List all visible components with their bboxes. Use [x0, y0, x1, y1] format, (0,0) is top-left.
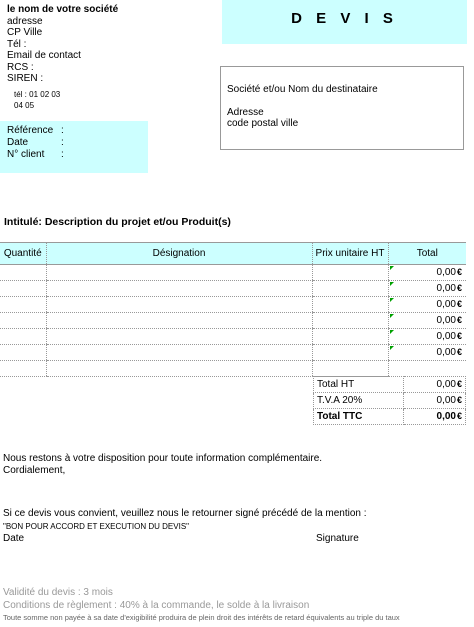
- project-title: Intitulé: Description du projet et/ou Produit(s): [4, 216, 231, 228]
- header-quantity: Quantité: [0, 243, 46, 265]
- total-cell: [388, 265, 466, 281]
- date-label: Date: [7, 137, 29, 148]
- header-designation: Désignation: [46, 243, 312, 265]
- total-value: 0,00: [436, 331, 456, 342]
- quantity-cell[interactable]: [0, 281, 46, 297]
- reference-row: [7, 125, 64, 137]
- unit-price-cell[interactable]: [312, 297, 388, 313]
- tva-label: T.V.A 20%: [314, 393, 404, 409]
- company-city: CP Ville: [7, 27, 43, 38]
- total-ht-row: [314, 377, 466, 393]
- company-address: adresse: [7, 15, 43, 27]
- recipient-address: Adresse: [227, 107, 264, 118]
- reference-sep: :: [61, 125, 64, 136]
- total-value: 0,00: [436, 267, 456, 278]
- document-title: D E V I S: [222, 0, 467, 44]
- total-ttc-label: Total TTC: [314, 409, 404, 425]
- date-row: [7, 137, 64, 149]
- tva-amount: 0,00: [436, 395, 456, 406]
- total-ttc-amount: 0,00: [436, 411, 456, 422]
- unit-price-cell[interactable]: [312, 313, 388, 329]
- unit-price-cell[interactable]: [312, 329, 388, 345]
- company-siren: SIREN :: [7, 73, 44, 84]
- currency-symbol: €: [456, 267, 462, 277]
- tva-row: [314, 393, 466, 409]
- signature-label: Signature: [316, 533, 359, 544]
- quantity-cell[interactable]: [0, 313, 46, 329]
- total-cell: [388, 345, 466, 361]
- total-value: 0,00: [436, 283, 456, 294]
- currency-symbol: €: [456, 315, 462, 325]
- closing-line-2: Cordialement,: [3, 465, 66, 476]
- telephone-line-2: 04 05: [14, 101, 35, 110]
- client-number-sep: :: [61, 149, 64, 160]
- total-ttc-row: [314, 409, 466, 425]
- total-value: 0,00: [436, 315, 456, 326]
- currency-symbol: €: [456, 331, 462, 341]
- recipient-box: [220, 66, 464, 150]
- reference-box: [0, 121, 148, 173]
- total-cell: [388, 329, 466, 345]
- acceptance-intro: Si ce devis vous convient, veuillez nous le retourner signé précédé de la mention :: [3, 508, 367, 519]
- table-row: [0, 313, 466, 329]
- quantity-cell[interactable]: [0, 361, 46, 377]
- tva-value: [404, 393, 466, 409]
- currency-symbol: €: [456, 299, 462, 309]
- currency-symbol: €: [456, 411, 462, 421]
- header-total: Total: [388, 243, 466, 265]
- header-unit-price: Prix unitaire HT: [312, 243, 388, 265]
- items-table: [0, 242, 466, 377]
- designation-cell[interactable]: [46, 329, 312, 345]
- unit-price-cell[interactable]: [312, 361, 388, 377]
- date-sep: :: [61, 137, 64, 148]
- table-row: [0, 361, 466, 377]
- currency-symbol: €: [456, 283, 462, 293]
- acceptance-mention: "BON POUR ACCORD ET EXECUTION DU DEVIS": [3, 522, 190, 531]
- quantity-cell[interactable]: [0, 345, 46, 361]
- total-cell: [388, 297, 466, 313]
- recipient-city: code postal ville: [227, 118, 299, 129]
- total-cell: [388, 313, 466, 329]
- total-ttc-value: [404, 409, 466, 425]
- currency-symbol: €: [456, 347, 462, 357]
- total-cell: [388, 361, 466, 377]
- total-ht-value: [404, 377, 466, 393]
- currency-symbol: €: [456, 379, 462, 389]
- telephone-line-1: tél : 01 02 03: [14, 90, 61, 99]
- total-ht-label: Total HT: [314, 377, 404, 393]
- table-row: [0, 281, 466, 297]
- company-email: Email de contact: [7, 50, 81, 61]
- unit-price-cell[interactable]: [312, 281, 388, 297]
- total-cell: [388, 281, 466, 297]
- total-ht-amount: 0,00: [436, 379, 456, 390]
- company-phone-label: Tél :: [7, 38, 27, 50]
- quantity-cell[interactable]: [0, 329, 46, 345]
- company-name: le nom de votre société: [7, 4, 119, 15]
- late-payment-footnote: Toute somme non payée à sa date d'exigibilité produira de plein droit des intérêts de retard équivalents au triple du taux: [3, 613, 400, 622]
- company-telephone: [14, 89, 60, 111]
- closing-text: [3, 453, 322, 477]
- designation-cell[interactable]: [46, 265, 312, 281]
- designation-cell[interactable]: [46, 281, 312, 297]
- currency-symbol: €: [456, 395, 462, 405]
- closing-line-1: Nous restons à votre disposition pour toute information complémentaire.: [3, 453, 323, 464]
- reference-label: Référence: [7, 125, 54, 136]
- payment-conditions: Conditions de règlement : 40% à la commande, le solde à la livraison: [3, 600, 310, 611]
- recipient-name: Société et/ou Nom du destinataire: [227, 84, 378, 95]
- unit-price-cell[interactable]: [312, 265, 388, 281]
- date-signature-label: Date: [3, 533, 25, 544]
- total-value: 0,00: [436, 347, 456, 358]
- total-value: 0,00: [436, 299, 456, 310]
- table-row: [0, 265, 466, 281]
- designation-cell[interactable]: [46, 345, 312, 361]
- designation-cell[interactable]: [46, 313, 312, 329]
- validity-text: Validité du devis : 3 mois: [3, 587, 113, 598]
- company-info: [7, 4, 118, 85]
- items-header-row: [0, 243, 466, 265]
- quantity-cell[interactable]: [0, 265, 46, 281]
- quantity-cell[interactable]: [0, 297, 46, 313]
- table-row: [0, 297, 466, 313]
- totals-table: [313, 376, 466, 425]
- client-number-label: N° client: [7, 149, 45, 160]
- company-rcs: RCS :: [7, 61, 34, 73]
- unit-price-cell[interactable]: [312, 345, 388, 361]
- designation-cell[interactable]: [46, 297, 312, 313]
- designation-cell[interactable]: [46, 361, 312, 377]
- table-row: [0, 329, 466, 345]
- table-row: [0, 345, 466, 361]
- client-number-row: [7, 149, 64, 161]
